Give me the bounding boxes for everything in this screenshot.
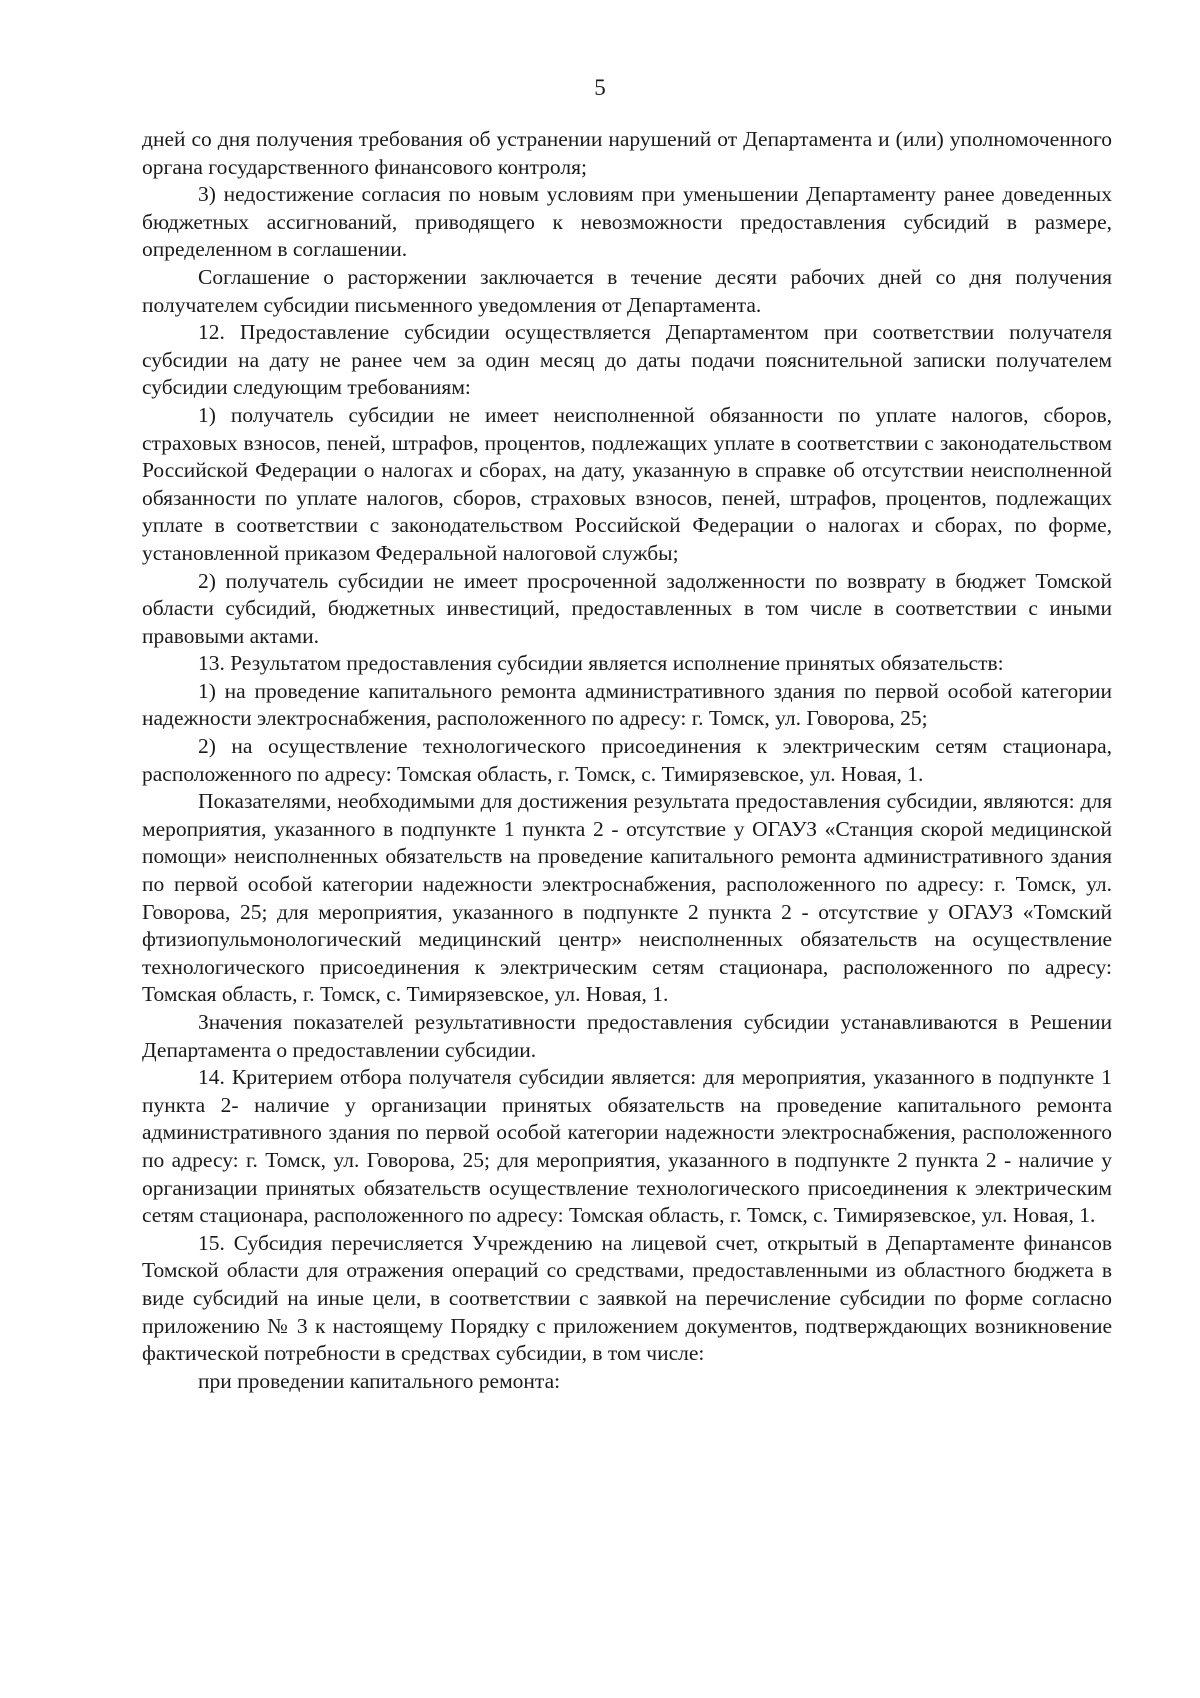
paragraph-section-12: 12. Предоставление субсидии осуществляется Департаментом при соответствии получателя субсидии на дату не ранее чем за один месяц до даты подачи пояснительной записки получателем субсидии следующим требованиям: — [142, 320, 1112, 400]
paragraph-item-3: 3) недостижение согласия по новым условиям при уменьшении Департаменту ранее доведенных бюджетных ассигнований, приводящего к невозможности предоставления субсидий в размере, определенном в соглашении. — [142, 182, 1112, 262]
paragraph-continuation: дней со дня получения требования об устранении нарушений от Департамента и (или) уполномоченного органа государственного финансового контроля; — [142, 127, 1112, 179]
paragraph-section-14: 14. Критерием отбора получателя субсидии является: для мероприятия, указанного в подпункте 1 пункта 2- наличие у организации принятых обязательств на проведение капитального ремонта административного здания по первой особой категории надежности электроснабжения, расположенного по адресу: г. Томск, ул. Говорова, 25; для мероприятия, указанного в подпункте 2 пункта 2 - наличие у организации принятых обязательств осуществление технологического присоединения к электрическим сетям стационара, расположенного по адресу: Томская область, г. Томск, с. Тимирязевское, ул. Новая, 1. — [142, 1065, 1112, 1228]
paragraph-section-13: 13. Результатом предоставления субсидии является исполнение принятых обязательств: — [198, 651, 1004, 676]
paragraph-indicator-values: Значения показателей результативности предоставления субсидии устанавливаются в Решении Департамента о предоставлении субсидии. — [142, 1010, 1112, 1062]
paragraph-section-13-item-2: 2) на осуществление технологического присоединения к электрическим сетям стационара, расположенного по адресу: Томская область, г. Томск, с. Тимирязевское, ул. Новая, 1. — [142, 734, 1112, 786]
paragraph-section-12-item-1: 1) получатель субсидии не имеет неисполненной обязанности по уплате налогов, сборов, страховых взносов, пеней, штрафов, процентов, подлежащих уплате в соответствии с законодательством Российской Федерации о налогах и сборах, на дату, указанную в справке об отсутствии неисполненной обязанности по уплате налогов, сборов, страховых взносов, пеней, штрафов, процентов, подлежащих уплате в соответствии с законодательством Российской Федерации о налогах и сборах, по форме, установленной приказом Федеральной налоговой службы; — [142, 402, 1112, 565]
paragraph-section-12-item-2: 2) получатель субсидии не имеет просроченной задолженности по возврату в бюджет Томской области субсидий, бюджетных инвестиций, предоставленных в том числе в соответствии с иными правовыми актами. — [142, 568, 1112, 648]
paragraph-section-15: 15. Субсидия перечисляется Учреждению на лицевой счет, открытый в Департаменте финансов Томской области для отражения операций со средствами, предоставленными из областного бюджета в виде субсидий на иные цели, в соответствии с заявкой на перечисление субсидии по форме согласно приложению № 3 к настоящему Порядку с приложением документов, подтверждающих возникновение фактической потребности в средствах субсидии, в том числе: — [142, 1230, 1112, 1366]
paragraph-indicators: Показателями, необходимыми для достижения результата предоставления субсидии, являются: для мероприятия, указанного в подпункте 1 пункта 2 - отсутствие у ОГАУЗ «Станция скорой медицинской помощи» неисполненных обязательств на проведение капитального ремонта административного здания по первой особой категории надежности электроснабжения, расположенного по адресу: г. Томск, ул. Говорова, 25; для мероприятия, указанного в подпункте 2 пункта 2 - отсутствие у ОГАУЗ «Томский фтизиопульмонологический медицинский центр» неисполненных обязательств на осуществление технологического присоединения к электрическим сетям стационара, расположенного по адресу: Томская область, г. Томск, с. Тимирязевское, ул. Новая, 1. — [142, 789, 1112, 1007]
paragraph-termination-agreement: Соглашение о расторжении заключается в течение десяти рабочих дней со дня получения получателем субсидии письменного уведомления от Департамента. — [142, 264, 1112, 317]
page-number: 5 — [594, 75, 606, 100]
paragraph-section-13-item-1: 1) на проведение капитального ремонта административного здания по первой особой категории надежности электроснабжения, расположенного по адресу: г. Томск, ул. Говорова, 25; — [142, 678, 1112, 731]
paragraph-capital-repair: при проведении капитального ремонта: — [198, 1368, 561, 1393]
document-body — [142, 126, 1112, 1395]
